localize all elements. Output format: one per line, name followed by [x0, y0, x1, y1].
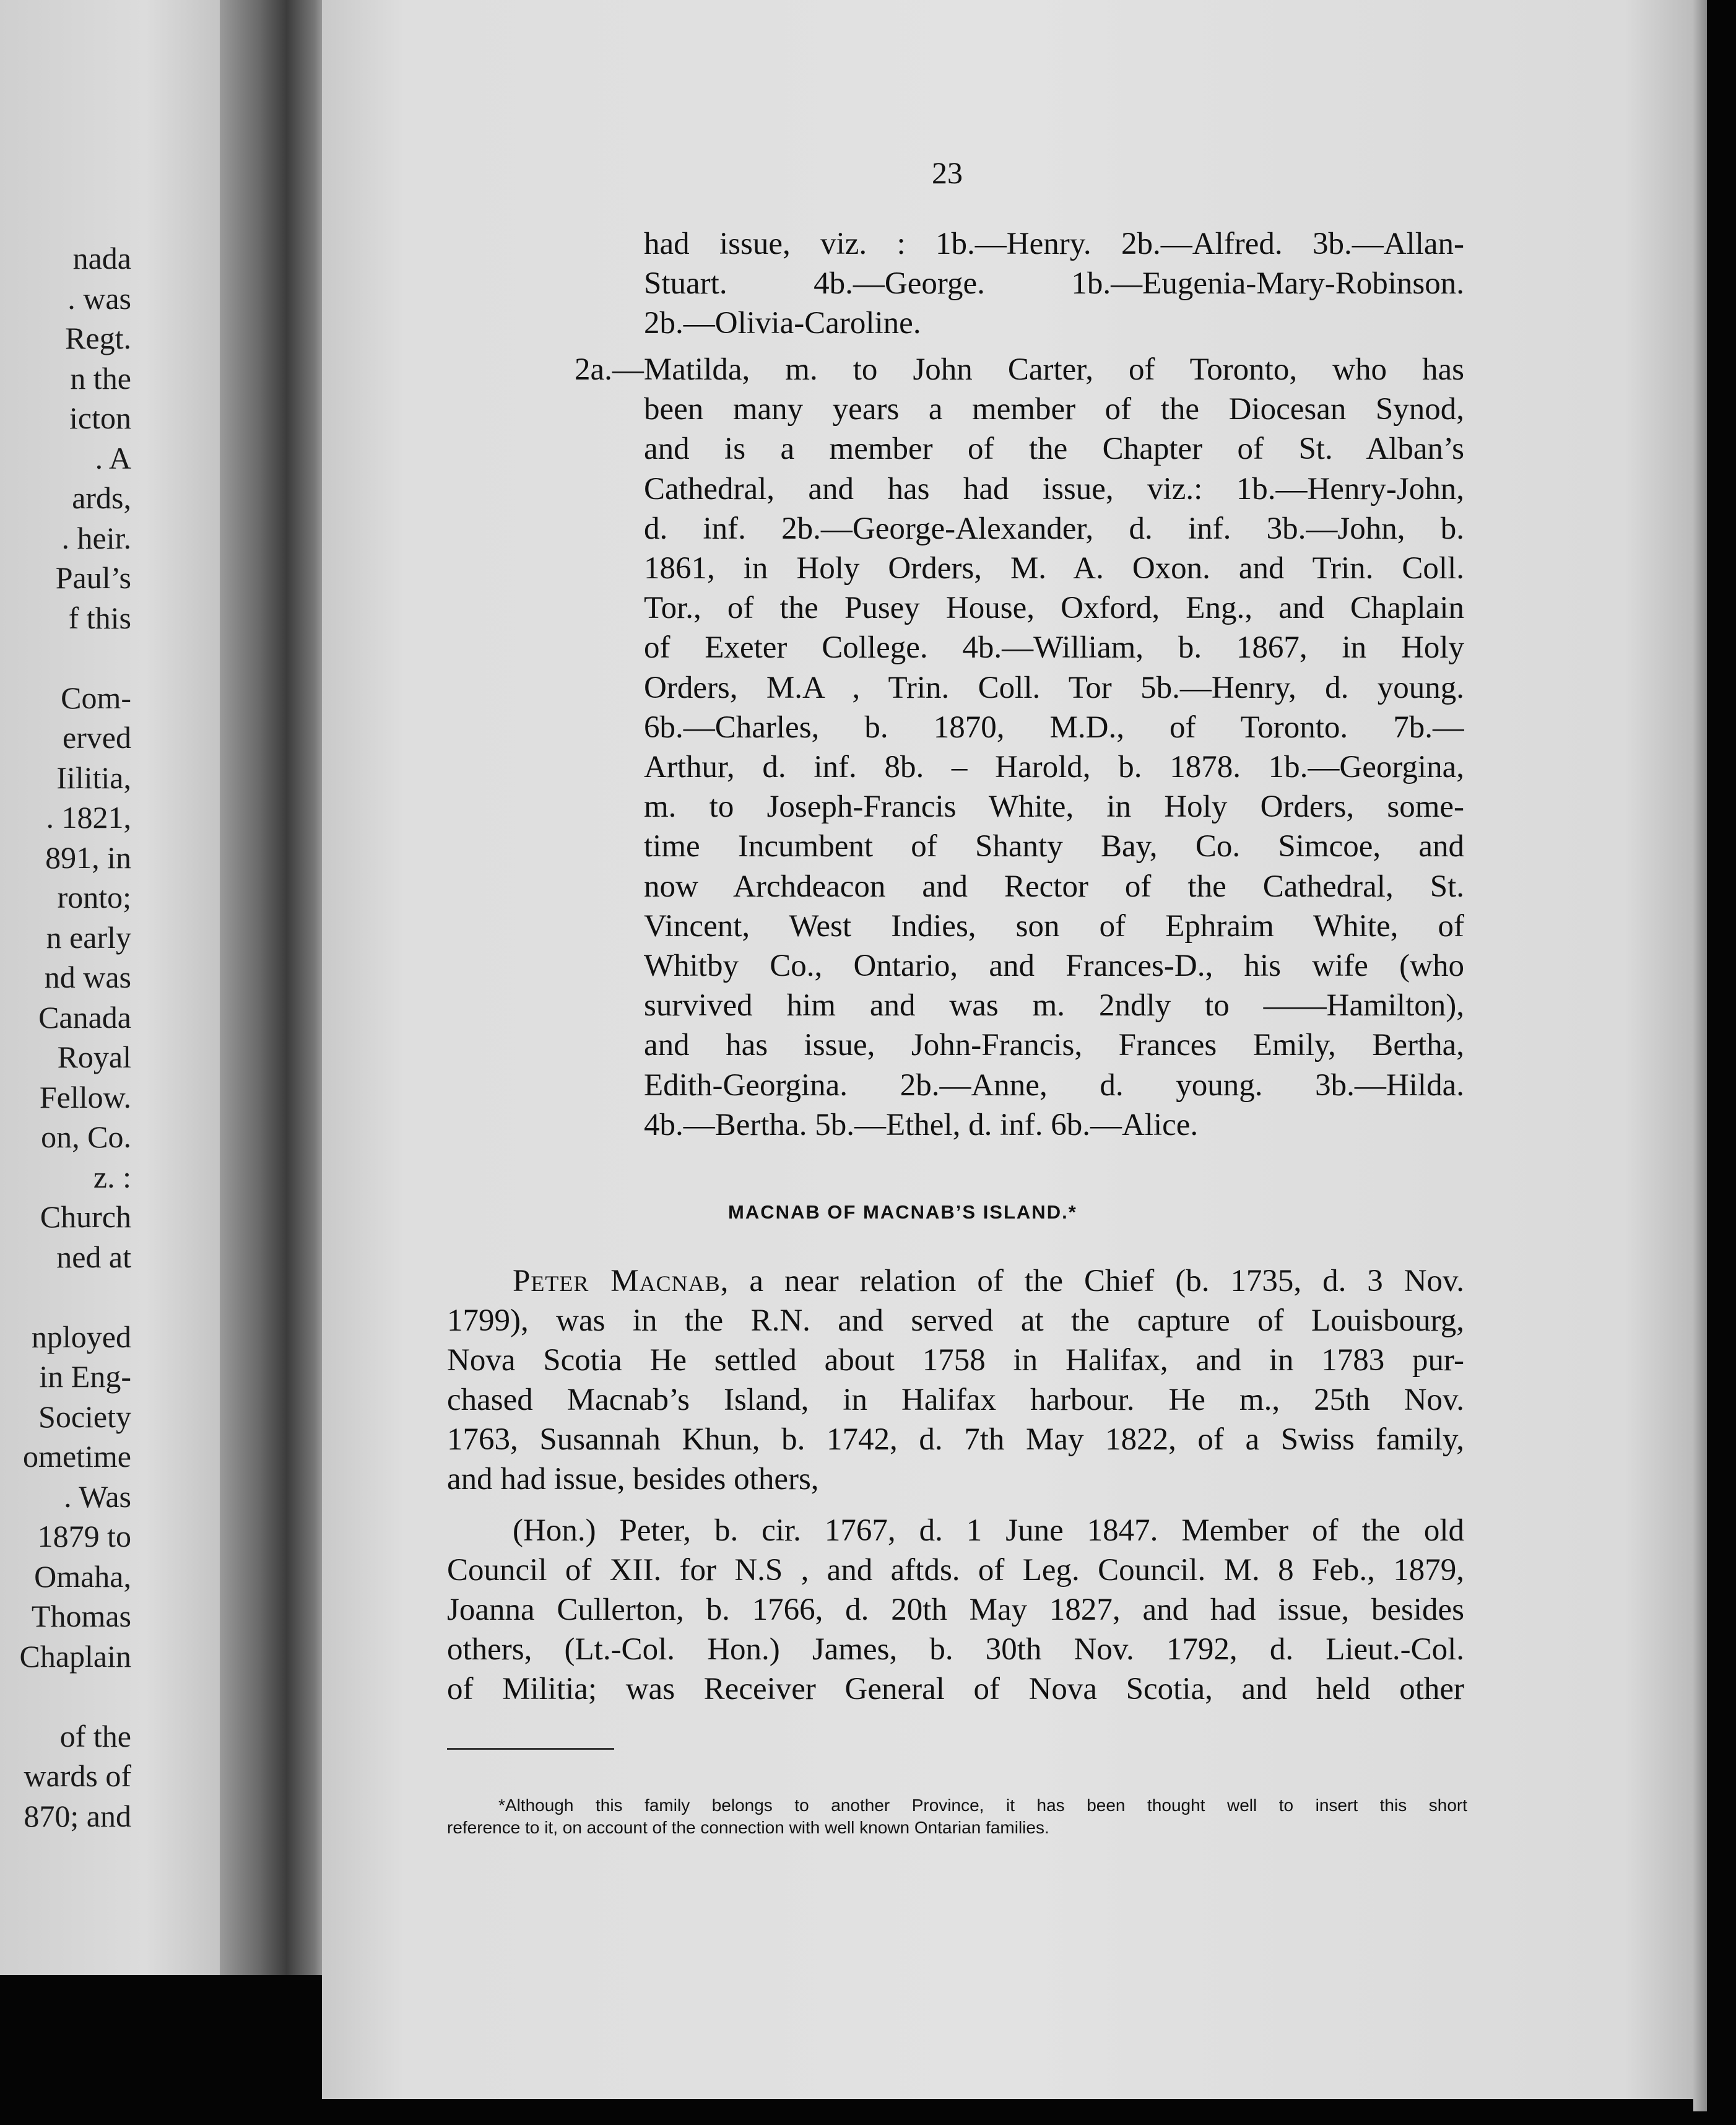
facing-page-line: z. :	[93, 1159, 131, 1194]
entry-line: 6b.—Charles, b. 1870, M.D., of Toronto. 7b.—	[644, 710, 1464, 745]
entry-line: had issue, viz. : 1b.—Henry. 2b.—Alfred. 3b.—Allan-	[644, 227, 1464, 261]
paragraph-line: 1763, Susannah Khun, b. 1742, d. 7th May 1822, of a Swiss family,	[447, 1422, 1464, 1457]
facing-page-line: of the	[59, 1718, 131, 1753]
facing-page-line: ards,	[72, 480, 131, 515]
facing-page-line: Fellow.	[39, 1079, 131, 1115]
entry-line: 1861, in Holy Orders, M. A. Oxon. and Trin. Coll.	[644, 551, 1464, 586]
footnote-rule	[447, 1748, 614, 1750]
paragraph-line: 1799), was in the R.N. and served at the capture of Louisbourg,	[447, 1303, 1464, 1338]
page-number: 23	[932, 155, 963, 190]
facing-page-line: Regt.	[65, 321, 131, 355]
entry-line: of Exeter College. 4b.—William, b. 1867, in Holy	[644, 630, 1464, 666]
entry-line: Orders, M.A , Trin. Coll. Tor 5b.—Henry, d. young.	[644, 670, 1464, 705]
entry-line: Tor., of the Pusey House, Oxford, Eng., and Chaplain	[644, 591, 1464, 626]
facing-page-line: . A	[95, 440, 131, 476]
facing-page-line: Canada	[38, 999, 131, 1035]
entry-line: and is a member of the Chapter of St. Alban’s	[644, 432, 1464, 467]
facing-page-line: erved	[62, 720, 131, 755]
paragraph-line: others, (Lt.-Col. Hon.) James, b. 30th Nov. 1792, d. Lieut.-Col.	[447, 1632, 1464, 1667]
facing-page-line: Iilitia,	[56, 760, 131, 795]
book-gutter-shadow	[220, 0, 331, 1975]
entry-line: m. to Joseph-Francis White, in Holy Orders, some-	[644, 789, 1464, 825]
entry-line: Vincent, West Indies, son of Ephraim White, of	[644, 908, 1464, 944]
entry-line: and has issue, John-Francis, Frances Emily, Bertha,	[644, 1028, 1464, 1063]
entry-line: Arthur, d. inf. 8b. – Harold, b. 1878. 1b.—Georgina,	[644, 750, 1464, 784]
facing-page-line: Com-	[61, 680, 131, 715]
facing-page-line: Chaplain	[19, 1638, 131, 1674]
paragraph-text: , a near relation of the Chief (b. 1735, d. 3 Nov.	[720, 1264, 1464, 1298]
facing-page-line: . Was	[64, 1479, 131, 1514]
facing-page-line: . was	[67, 280, 131, 316]
paragraph-line: of Militia; was Receiver General of Nova Scotia, and held other	[447, 1672, 1464, 1706]
paragraph-line: (Hon.) Peter, b. cir. 1767, d. 1 June 1847. Member of the old	[513, 1513, 1464, 1548]
facing-page-line: Church	[40, 1199, 131, 1234]
paragraph-line: Nova Scotia He settled about 1758 in Halifax, and in 1783 pur-	[447, 1343, 1464, 1378]
facing-page-line: ometime	[23, 1439, 131, 1474]
facing-page-line: ned at	[56, 1239, 131, 1274]
facing-page-line: nada	[72, 241, 131, 276]
facing-page-line: nployed	[31, 1319, 131, 1354]
facing-page-fragment	[0, 0, 243, 1975]
facing-page-line: n early	[46, 919, 131, 955]
facing-page-line: on, Co.	[41, 1119, 131, 1154]
facing-page-line: n the	[70, 360, 131, 396]
facing-page-line: Thomas	[31, 1599, 131, 1633]
lead-name: Peter Macnab	[513, 1264, 721, 1298]
entry-line: 2b.—Olivia-Caroline.	[644, 306, 921, 341]
paragraph-line: and had issue, besides others,	[447, 1462, 819, 1497]
page-edge	[1693, 0, 1707, 2111]
paragraph-line	[513, 1261, 1464, 1301]
entry-line: 4b.—Bertha. 5b.—Ethel, d. inf. 6b.—Alice.	[644, 1107, 1199, 1142]
facing-page-line: Omaha,	[34, 1558, 131, 1594]
facing-page-line: 891, in	[45, 840, 131, 875]
footnote-line: *Although this family belongs to another Province, it has been thought well to insert this short	[498, 1796, 1467, 1815]
entry-line: survived him and was m. 2ndly to ——Hamilton),	[644, 988, 1464, 1023]
facing-page-line: ronto;	[57, 880, 131, 915]
entry-line: Cathedral, and has had issue, viz.: 1b.—Henry-John,	[644, 471, 1464, 506]
facing-page-line: 870; and	[24, 1798, 131, 1833]
facing-page-line: nd was	[44, 960, 131, 994]
entry-line: time Incumbent of Shanty Bay, Co. Simcoe, and	[644, 829, 1464, 864]
entry-line: 2a.—Matilda, m. to John Carter, of Toronto, who has	[575, 352, 1464, 387]
footnote-line: reference to it, on account of the connection with well known Ontarian families.	[447, 1818, 1049, 1837]
entry-line: Stuart. 4b.—George. 1b.—Eugenia-Mary-Robinson.	[644, 266, 1464, 301]
facing-page-line: in Eng-	[39, 1359, 131, 1394]
entry-line: Whitby Co., Ontario, and Frances-D., his wife (who	[644, 949, 1464, 983]
facing-page-line: 1879 to	[37, 1519, 131, 1554]
entry-line: now Archdeacon and Rector of the Cathedral, St.	[644, 869, 1464, 904]
section-heading: MACNAB OF MACNAB’S ISLAND.*	[728, 1201, 1077, 1223]
facing-page-line: Paul’s	[55, 560, 131, 595]
facing-page-line: Royal	[57, 1040, 131, 1074]
paragraph-line: Joanna Cullerton, b. 1766, d. 20th May 1827, and had issue, besides	[447, 1593, 1464, 1627]
facing-page-line: icton	[69, 401, 131, 435]
facing-page-line: . 1821,	[46, 800, 131, 835]
paragraph-line: Council of XII. for N.S , and aftds. of Leg. Council. M. 8 Feb., 1879,	[447, 1553, 1464, 1588]
entry-line: d. inf. 2b.—George-Alexander, d. inf. 3b.—John, b.	[644, 511, 1464, 546]
facing-page-line: f this	[68, 600, 131, 635]
entry-line: Edith-Georgina. 2b.—Anne, d. young. 3b.—Hilda.	[644, 1067, 1464, 1103]
entry-line: been many years a member of the Diocesan Synod,	[644, 392, 1464, 427]
paragraph-line: chased Macnab’s Island, in Halifax harbour. He m., 25th Nov.	[447, 1383, 1464, 1417]
facing-page-line: . heir.	[61, 520, 131, 555]
facing-page-line: Society	[38, 1399, 131, 1434]
facing-page-line: wards of	[24, 1758, 131, 1793]
